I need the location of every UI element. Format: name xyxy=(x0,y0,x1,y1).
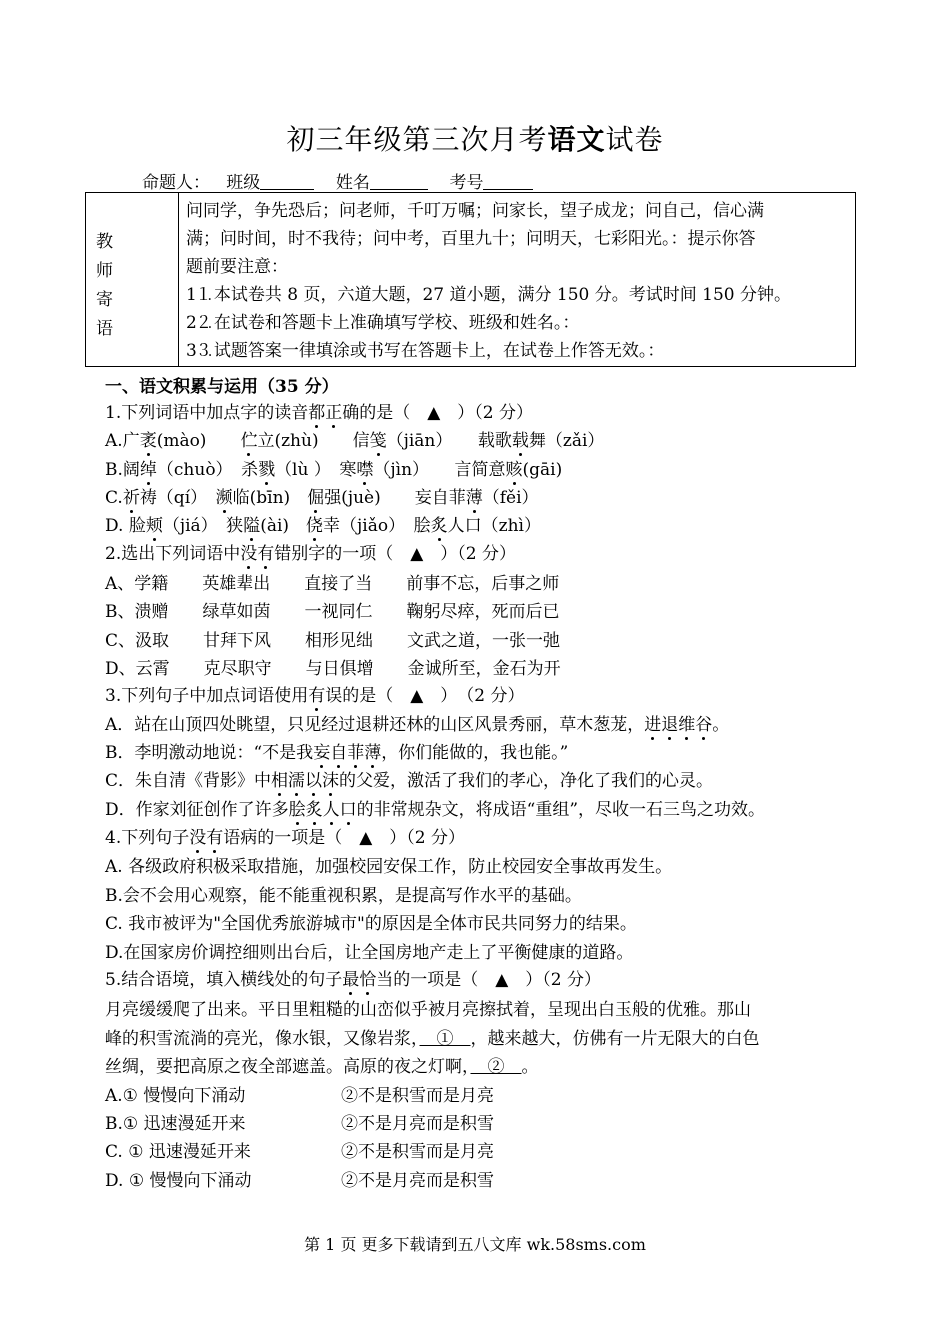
teacher-notice-label xyxy=(86,193,179,366)
notice-line: 问同学，争先恐后；问老师，千叮万嘱；问家长，望子成龙；问自己，信心满 xyxy=(186,201,764,221)
question-5-passage-line-3: 丝绸，要把高原之夜全部遮盖。高原的夜之灯啊， ② 。 xyxy=(105,1057,539,1077)
question-3-stem: 3.下列句子中加点词语使用有误的是（ ▲ ） （2 分） xyxy=(105,681,525,706)
title-bold: 语文 xyxy=(547,123,606,156)
question-4-option-b: B.会不会用心观察，能不能重视积累，是提高写作水平的基础。 xyxy=(105,886,582,906)
question-2-option-a: A、学籍 英雄辈出 直接了当 前事不忘，后事之师 xyxy=(105,574,560,594)
name-label: 姓名 xyxy=(335,173,370,193)
exam-meta xyxy=(142,168,533,193)
notice-line: 1⒈本试卷共 8 页，六道大题，27 道小题，满分 150 分。考试时间 150 分钟。 xyxy=(186,285,791,305)
question-2-option-d: D、云霄 克尽职守 与日俱增 金诚所至，金石为开 xyxy=(105,659,561,679)
teacher-notice-text xyxy=(186,197,852,365)
question-1-option-b: B.阔绰（chuò） 杀戮（lù ） 寒噤（jìn） 言简意赅(gāi) xyxy=(105,455,562,480)
title-part: 试卷 xyxy=(605,123,664,156)
number-label: 考号 xyxy=(449,173,484,193)
blank-1: ① xyxy=(419,1029,471,1049)
title-part: 初三年级第三次月考 xyxy=(286,123,548,156)
question-5-option-a: A.① 慢慢向下涌动 ②不是积雪而是月亮 xyxy=(105,1086,494,1106)
notice-line: 题前要注意： xyxy=(186,257,288,277)
label-char: 寄 xyxy=(96,290,113,310)
section-heading: 一、语文积累与运用（35 分） xyxy=(105,377,339,397)
question-3-option-b: B．李明激动地说：“不是我妄自菲薄，你们能做的，我也能。” xyxy=(105,738,568,763)
setter-label: 命题人： xyxy=(142,173,210,193)
notice-line: 3⒊试题答案一律填涂或书写在答题卡上，在试卷上作答无效。： xyxy=(186,341,665,361)
question-3-option-a: A．站在山顶四处眺望，只见经过退耕还林的山区风景秀丽，草木葱茏，进退维谷。 xyxy=(105,710,729,735)
class-blank xyxy=(260,171,314,190)
label-char: 教 xyxy=(96,232,113,252)
question-5-passage-line-2: 峰的积雪流淌的亮光，像水银，又像岩浆， ① ，越来越大，仿佛有一片无限大的白色 xyxy=(105,1029,760,1049)
label-char: 语 xyxy=(96,319,113,339)
page-footer: 第 1 页 更多下载请到五八文库 wk.58sms.com xyxy=(304,1235,646,1254)
question-1-option-a: A.广袤(mào) 伫立(zhù) 信笺（jiān） 载歌载舞（zǎi） xyxy=(105,426,604,451)
question-3-option-c: C．朱自清《背影》中相濡以沫的父爱，激活了我们的孝心，净化了我们的心灵。 xyxy=(105,766,713,791)
blank-2: ② xyxy=(470,1057,522,1077)
question-5-stem: 5.结合语境，填入横线处的句子最恰当的一项是（ ▲ ）（2 分） xyxy=(105,965,601,990)
question-2-option-c: C、汲取 甘拜下风 相形见绌 文武之道，一张一弛 xyxy=(105,631,561,651)
question-1-stem: 1.下列词语中加点字的读音都正确的是（ ▲ ）（2 分） xyxy=(105,398,533,423)
question-3-option-d: D．作家刘征创作了许多脍炙人口的非常规杂文，将成语“重组”，尽收一石三鸟之功效。 xyxy=(105,795,765,820)
question-1-option-d: D. 脸颊（jiá） 狭隘(ài) 侥幸（jiǎo） 脍炙人口（zhì） xyxy=(105,511,541,536)
question-5-option-c: C. ① 迅速漫延开来 ②不是积雪而是月亮 xyxy=(105,1142,494,1162)
page-title xyxy=(0,118,950,158)
teacher-notice-box xyxy=(85,192,856,367)
notice-line: 2⒉在试卷和答题卡上准确填写学校、班级和姓名。： xyxy=(186,313,580,333)
question-4-option-d: D.在国家房价调控细则出台后，让全国房地产走上了平衡健康的道路。 xyxy=(105,943,634,963)
question-1-option-c: C.祈祷（qí） 濒临(bīn) 倔强(juè) 妄自菲薄（fěi） xyxy=(105,483,539,508)
question-4-stem: 4.下列句子没有语病的一项是（ ▲ ）（2 分） xyxy=(105,823,465,848)
question-2-option-b: B、溃赠 绿草如茵 一视同仁 鞠躬尽瘁，死而后已 xyxy=(105,602,560,622)
notice-line: 满；问时间，时不我待；问中考，百里九十；问明天，七彩阳光。：提示你答 xyxy=(186,229,756,249)
question-4-option-c: C. 我市被评为"全国优秀旅游城市"的原因是全体市民共同努力的结果。 xyxy=(105,914,637,934)
number-blank xyxy=(483,171,533,190)
question-5-option-b: B.① 迅速漫延开来 ②不是月亮而是积雪 xyxy=(105,1114,494,1134)
question-2-stem: 2.选出下列词语中没有错别字的一项（ ▲ ）（2 分） xyxy=(105,539,516,564)
question-4-option-a: A. 各级政府积极采取措施，加强校园安保工作，防止校园安全事故再发生。 xyxy=(105,857,673,877)
label-char: 师 xyxy=(96,261,113,281)
question-5-option-d: D. ① 慢慢向下涌动 ②不是月亮而是积雪 xyxy=(105,1171,494,1191)
question-5-passage-line-1: 月亮缓缓爬了出来。平日里粗糙的山峦似乎被月亮擦拭着，呈现出白玉般的优雅。那山 xyxy=(105,1000,751,1020)
class-label: 班级 xyxy=(226,173,261,193)
name-blank xyxy=(370,171,428,190)
